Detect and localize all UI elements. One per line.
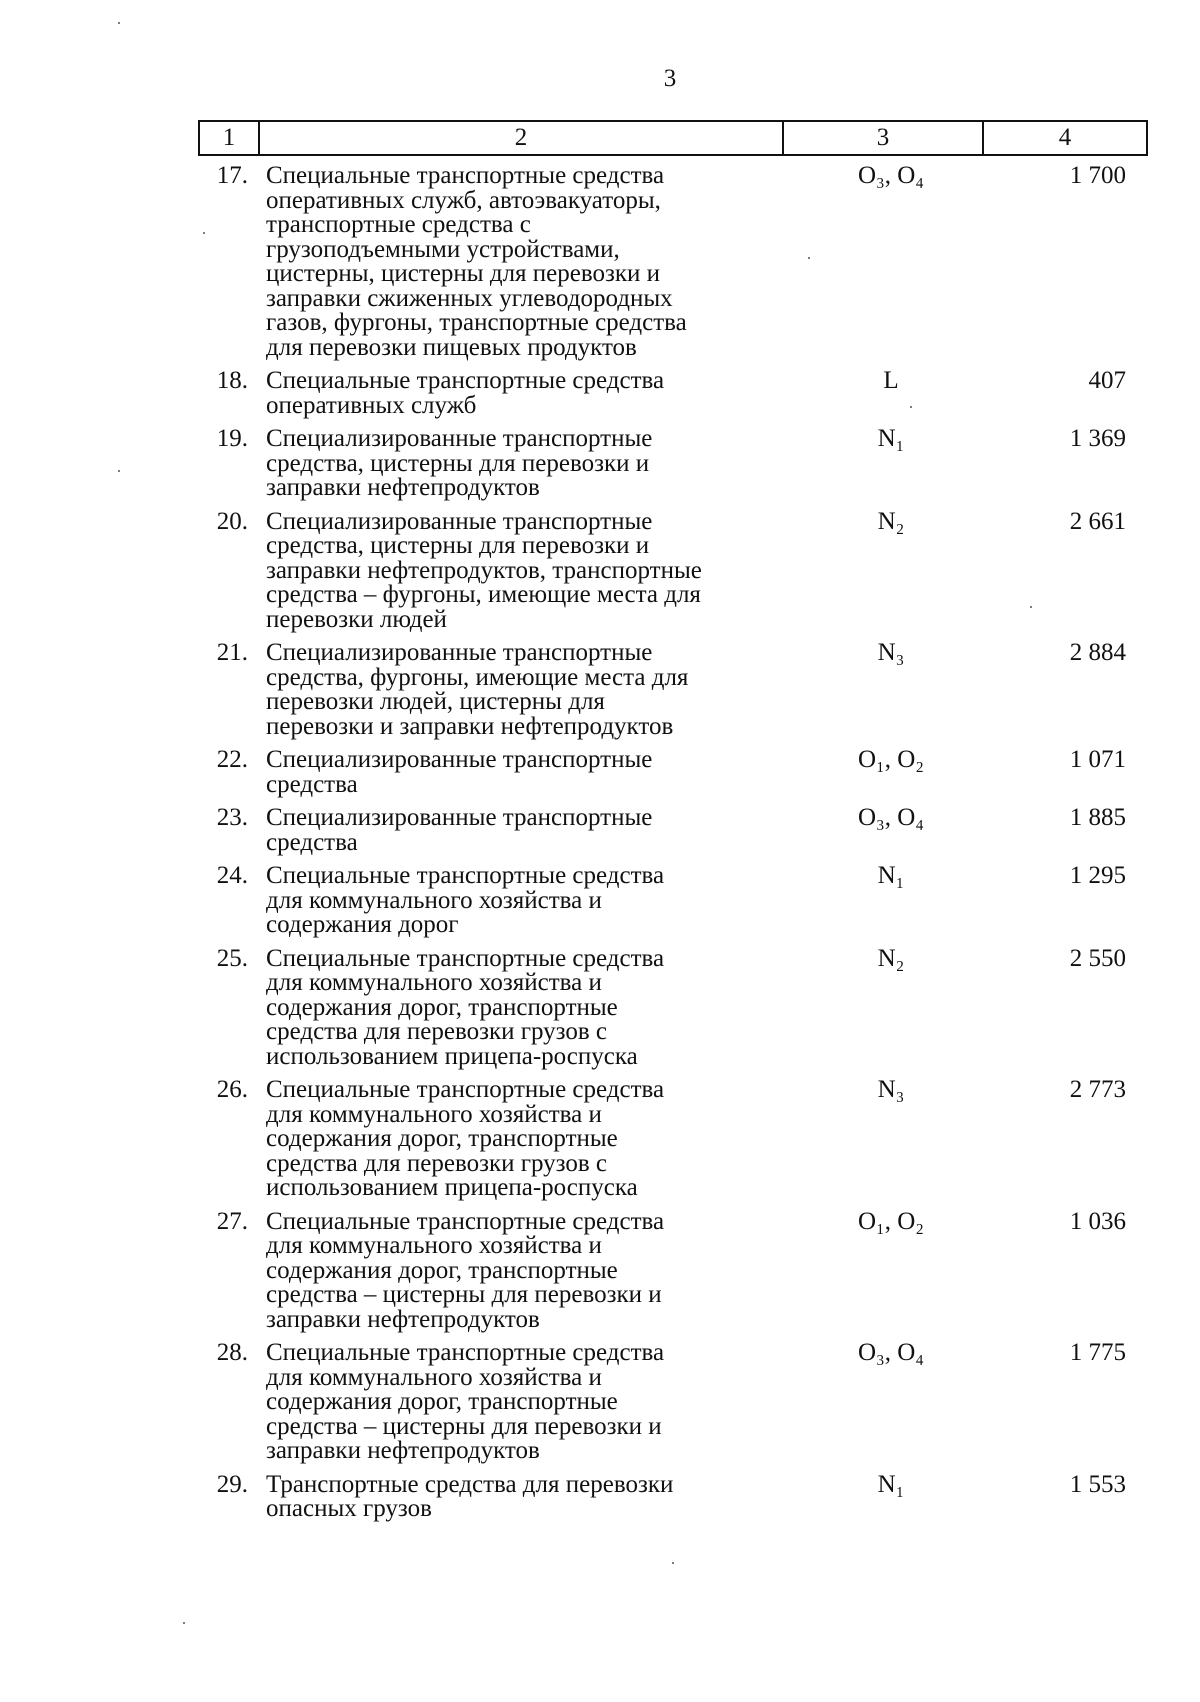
row-category: N₂	[877, 507, 905, 535]
row-category: N₁	[877, 862, 905, 889]
row-number: 24.	[216, 862, 248, 889]
row-value: 2 550	[1069, 944, 1126, 972]
scan-speck	[203, 232, 205, 234]
table-row	[198, 641, 1148, 739]
page-number: 3	[663, 65, 677, 92]
row-description: Специальные транспортные средства для коммунального хозяйства и содержания дорог	[266, 862, 665, 938]
row-description: Специализированные транспортные средства, цистерны для перевозки и заправки нефтепродуктов, транспортные средства – фургоны, имеющие места для перевозки людей	[266, 507, 702, 633]
scan-speck	[183, 1622, 185, 1624]
row-description: Специализированные транспортные средства	[266, 804, 653, 856]
row-value: 2 884	[1069, 639, 1126, 666]
row-description: Специальные транспортные средства для коммунального хозяйства и содержания дорог, транспортные средства – цистерны для перевозки и заправки нефтепродуктов	[266, 1207, 665, 1333]
row-value: 1 700	[1069, 162, 1126, 189]
table-row	[198, 164, 1148, 360]
table-row	[198, 864, 1148, 938]
header-col-2: 2	[260, 122, 784, 154]
table-row	[198, 1207, 1148, 1333]
row-value: 2 773	[1069, 1076, 1126, 1103]
row-number: 20.	[216, 507, 248, 535]
row-description: Специальные транспортные средства для коммунального хозяйства и содержания дорог, транспортные средства для перевозки грузов с использованием прицепа-роспуска	[266, 944, 665, 1070]
table-row	[198, 748, 1148, 797]
row-number: 29.	[216, 1470, 248, 1498]
table-header	[198, 120, 1148, 156]
row-category: N₃	[877, 1076, 905, 1103]
scan-speck	[118, 22, 120, 24]
row-description: Специализированные транспортные средства, фургоны, имеющие места для перевозки людей, цистерны для перевозки и заправки нефтепродуктов	[266, 639, 689, 740]
table-row	[198, 1341, 1148, 1464]
row-number: 28.	[216, 1339, 248, 1366]
row-value: 1 775	[1069, 1339, 1126, 1366]
row-category: O₁, O₂	[857, 1207, 925, 1235]
scan-speck	[1030, 606, 1032, 608]
row-description: Специальные транспортные средства для коммунального хозяйства и содержания дорог, транспортные средства – цистерны для перевозки и заправки нефтепродуктов	[266, 1339, 665, 1464]
row-category: O₃, O₄	[857, 804, 925, 831]
row-category: L	[883, 367, 899, 394]
row-description: Специализированные транспортные средства	[266, 746, 653, 798]
row-category: O₃, O₄	[857, 162, 925, 189]
row-category: N₁	[877, 425, 905, 452]
row-number: 18.	[216, 367, 248, 394]
header-col-1: 1	[200, 122, 260, 154]
table-row	[198, 507, 1148, 633]
scan-speck	[672, 1562, 674, 1564]
row-category: O₁, O₂	[857, 746, 925, 773]
table-row	[198, 806, 1148, 855]
row-category: N₁	[877, 1470, 905, 1498]
table-row	[198, 1078, 1148, 1201]
row-description: Специальные транспортные средства для коммунального хозяйства и содержания дорог, транспортные средства для перевозки грузов с использованием прицепа-роспуска	[266, 1076, 665, 1201]
table-row	[198, 427, 1148, 501]
row-number: 17.	[216, 162, 248, 189]
row-description: Транспортные средства для перевозки опасных грузов	[266, 1470, 674, 1522]
row-number: 22.	[216, 746, 248, 773]
row-value: 2 661	[1069, 507, 1126, 535]
row-number: 23.	[216, 804, 248, 831]
row-description: Специализированные транспортные средства, цистерны для перевозки и заправки нефтепродуктов	[266, 425, 653, 501]
row-value: 407	[1088, 367, 1126, 394]
table-row	[198, 369, 1148, 418]
row-category: N₂	[877, 944, 905, 972]
row-value: 1 295	[1069, 862, 1126, 889]
scan-speck	[808, 257, 810, 259]
row-number: 19.	[216, 425, 248, 452]
row-category: N₃	[877, 639, 905, 666]
table-body	[198, 164, 1148, 1531]
row-description: Специальные транспортные средства оперативных служб, автоэвакуаторы, транспортные средства с грузоподъемными устройствами, цистерны, цистерны для перевозки и заправки сжиженных углеводородных газов, фургоны, транспортные средства для перевозки пищевых продуктов	[266, 162, 687, 361]
table-row	[198, 944, 1148, 1070]
row-description: Специальные транспортные средства оперативных служб	[266, 367, 665, 419]
row-value: 1 369	[1069, 425, 1126, 452]
scan-speck	[910, 406, 912, 408]
row-number: 26.	[216, 1076, 248, 1103]
row-number: 25.	[216, 944, 248, 972]
scan-speck	[118, 470, 120, 472]
row-value: 1 885	[1069, 804, 1126, 831]
row-value: 1 553	[1069, 1470, 1126, 1498]
header-col-4: 4	[1058, 124, 1072, 151]
row-value: 1 036	[1069, 1207, 1126, 1235]
row-number: 21.	[216, 639, 248, 666]
table-row	[198, 1470, 1148, 1522]
header-col-3: 3	[784, 122, 984, 154]
row-number: 27.	[216, 1207, 248, 1235]
row-category: O₃, O₄	[857, 1339, 925, 1366]
row-value: 1 071	[1069, 746, 1126, 773]
